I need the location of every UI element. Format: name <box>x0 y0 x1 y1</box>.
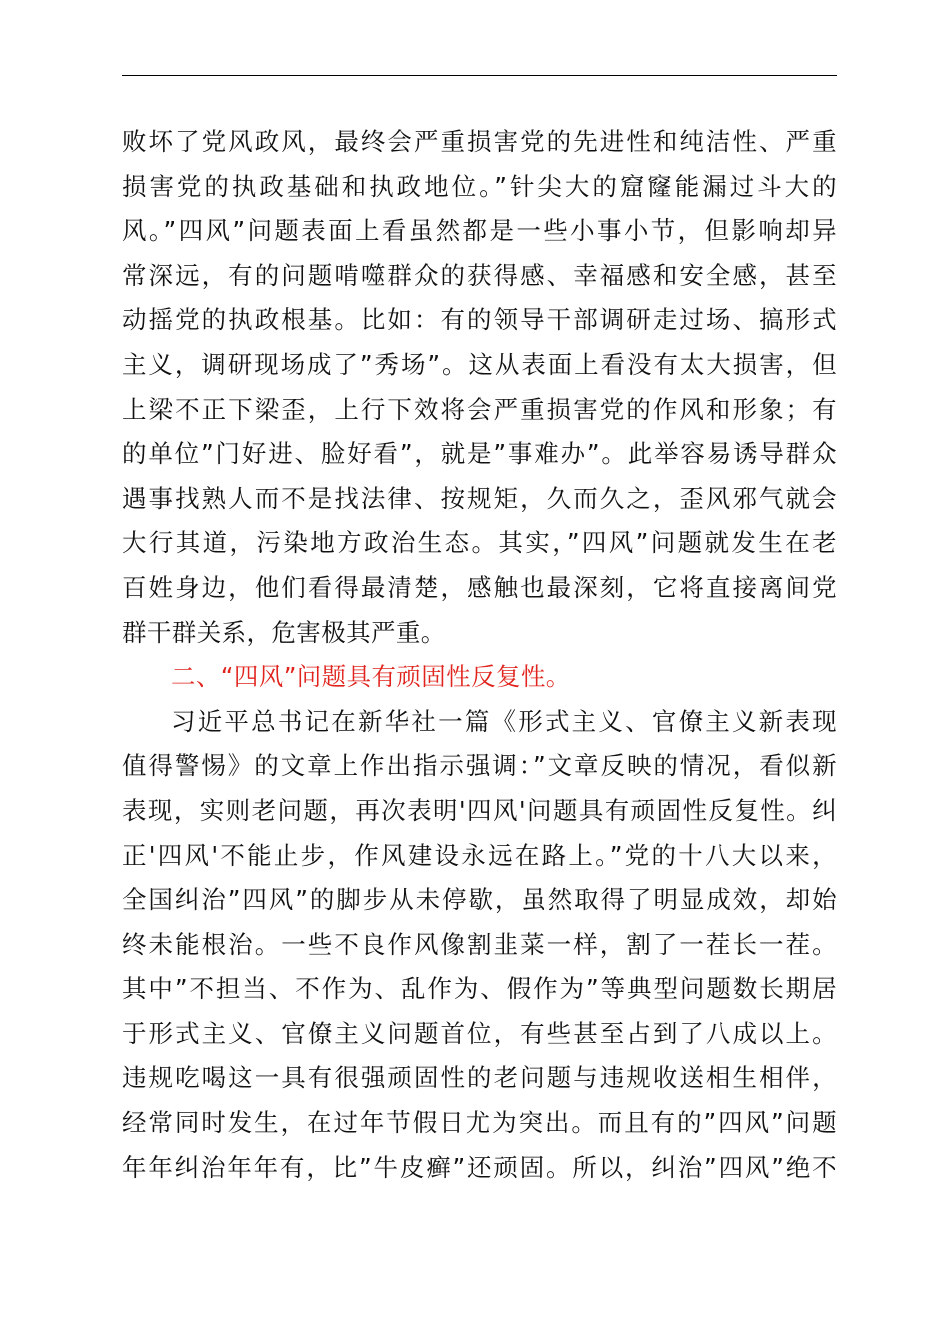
text-line: 值得警惕》的文章上作出指示强调：”文章反映的情况，看似新 <box>122 751 837 781</box>
text-line: 于形式主义、官僚主义问题首位，有些甚至占到了八成以上。 <box>122 1018 837 1048</box>
text-line: 的单位”门好进、脸好看”，就是”事难办”。此举容易诱导群众 <box>122 439 837 469</box>
paragraph-1 <box>122 120 842 655</box>
text-line: 大行其道，污染地方政治生态。其实，”四风”问题就发生在老 <box>122 528 837 558</box>
text-line: 群干群关系，危害极其严重。 <box>122 617 446 647</box>
text-line: 遇事找熟人而不是找法律、按规矩，久而久之，歪风邪气就会 <box>122 483 837 513</box>
text-line: 常深远，有的问题啃噬群众的获得感、幸福感和安全感，甚至 <box>122 260 837 290</box>
text-line: 损害党的执政基础和执政地位。”针尖大的窟窿能漏过斗大的 <box>122 171 837 201</box>
text-line: 经常同时发生，在过年节假日尤为突出。而且有的”四风”问题 <box>122 1108 837 1138</box>
text-line: 终未能根治。一些不良作风像割韭菜一样，割了一茬长一茬。 <box>122 929 837 959</box>
text-line: 主义，调研现场成了”秀场”。这从表面上看没有太大损害，但 <box>122 349 837 379</box>
text-line: 风。”四风”问题表面上看虽然都是一些小事小节，但影响却异 <box>122 216 837 246</box>
paragraph-2 <box>122 700 842 1191</box>
text-line: 习近平总书记在新华社一篇《形式主义、官僚主义新表现 <box>171 706 837 736</box>
text-line: 败坏了党风政风，最终会严重损害党的先进性和纯洁性、严重 <box>122 127 837 156</box>
text-line: 动摇党的执政根基。比如：有的领导干部调研走过场、搞形式 <box>122 305 837 335</box>
section-heading: 二、“四风”问题具有顽固性反复性。 <box>171 662 571 692</box>
text-line: 正'四风'不能止步，作风建设永远在路上。”党的十八大以来， <box>122 840 837 870</box>
text-line: 表现，实则老问题，再次表明'四风'问题具有顽固性反复性。纠 <box>122 795 837 825</box>
text-line: 全国纠治”四风”的脚步从未停歇，虽然取得了明显成效，却始 <box>122 885 837 915</box>
text-line: 违规吃喝这一具有很强顽固性的老问题与违规收送相生相伴， <box>122 1063 837 1093</box>
text-line: 其中”不担当、不作为、乱作为、假作为”等典型问题数长期居 <box>122 974 837 1004</box>
document-body <box>122 120 842 1190</box>
text-line: 上梁不正下梁歪，上行下效将会严重损害党的作风和形象；有 <box>122 394 837 424</box>
text-line: 年年纠治年年有，比”牛皮癣”还顽固。所以，纠治”四风”绝不 <box>122 1152 837 1182</box>
text-line: 百姓身边，他们看得最清楚，感触也最深刻，它将直接离间党 <box>122 572 837 602</box>
header-rule <box>122 75 837 76</box>
